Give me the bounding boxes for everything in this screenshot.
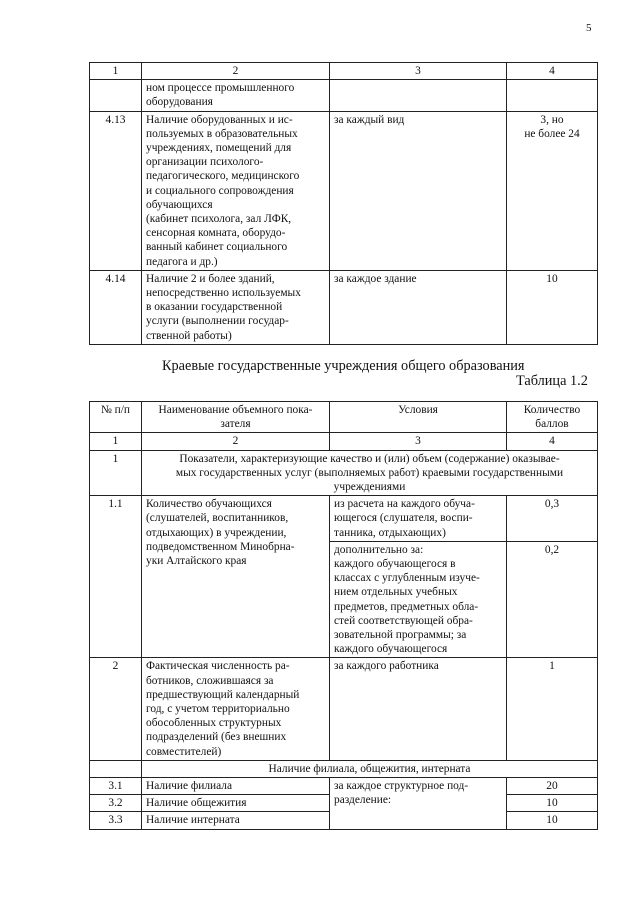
group-row <box>90 450 598 496</box>
group-heading: Наличие филиала, общежития, интерната <box>142 760 598 777</box>
table-row <box>90 111 598 270</box>
condition-cell: за каждое структурное под- разделение: <box>330 778 507 830</box>
indicator-cell: Наличие интерната <box>142 812 330 829</box>
table-label: Таблица 1.2 <box>516 373 588 389</box>
points-cell: 10 <box>507 812 598 829</box>
points-cell: 10 <box>507 795 598 812</box>
table-row <box>90 658 598 760</box>
group-heading: Показатели, характеризующие качество и (или) объем (содержание) оказывае- мых государственных услуг (выполняемых работ) краевыми государственными учреждениями <box>142 450 598 496</box>
indicator-cell: Наличие общежития <box>142 795 330 812</box>
row-number: 1.1 <box>90 496 142 658</box>
header-cell: Наименование объемного пока- зателя <box>142 402 330 433</box>
column-number: 1 <box>90 433 142 450</box>
condition-cell: из расчета на каждого обуча- ющегося (слушателя, воспи- танника, отдыхающих) <box>330 496 507 542</box>
indicator-cell: Фактическая численность ра- ботников, сложившаяся за предшествующий календарный год, с учетом территориально обособленных структурных подразделений (без внешних совместителей) <box>142 658 330 760</box>
header-cell: Количество баллов <box>507 402 598 433</box>
points-cell: 0,2 <box>507 541 598 658</box>
indicator-cell: Наличие филиала <box>142 778 330 795</box>
condition-cell: за каждое здание <box>330 270 507 344</box>
points-cell: 20 <box>507 778 598 795</box>
column-number: 4 <box>507 433 598 450</box>
indicator-cell: Наличие 2 и более зданий, непосредственно используемых в оказании государственной услуги (выполнении государ- ственной работы) <box>142 270 330 344</box>
condition-cell: за каждого работника <box>330 658 507 760</box>
points-cell: 0,3 <box>507 496 598 542</box>
indicator-cell: Количество обучающихся (слушателей, воспитанников, отдыхающих) в учреждении, подведомственном Минобрна- уки Алтайского края <box>142 496 330 658</box>
points-cell <box>507 80 598 111</box>
table-row <box>90 778 598 795</box>
points-cell: 3, но не более 24 <box>507 111 598 270</box>
table-continued <box>89 62 598 345</box>
row-number: 4.14 <box>90 270 142 344</box>
row-number: 4.13 <box>90 111 142 270</box>
table-header-row <box>90 402 598 433</box>
column-number: 2 <box>142 433 330 450</box>
table-1-2 <box>89 401 598 830</box>
row-number: 3.3 <box>90 812 142 829</box>
table-header-row <box>90 63 598 80</box>
row-number: 3.2 <box>90 795 142 812</box>
column-number: 1 <box>90 63 142 80</box>
section-title: Краевые государственные учреждения общего образования <box>162 358 525 374</box>
table-row <box>90 270 598 344</box>
points-cell: 1 <box>507 658 598 760</box>
header-cell: № п/п <box>90 402 142 433</box>
column-number: 3 <box>330 433 507 450</box>
table-row <box>90 496 598 542</box>
empty-cell <box>90 760 142 777</box>
column-number: 2 <box>142 63 330 80</box>
header-cell: Условия <box>330 402 507 433</box>
indicator-cell: Наличие оборудованных и ис- пользуемых в образовательных учреждениях, помещений для организации психолого- педагогического, медицинского и социального сопровождения обучающихся (кабинет психолога, зал ЛФК, сенсорная комната, оборудо- ванный кабинет социального педагога и др.) <box>142 111 330 270</box>
row-number <box>90 80 142 111</box>
indicator-cell: ном процессе промышленного оборудования <box>142 80 330 111</box>
condition-cell: за каждый вид <box>330 111 507 270</box>
page-number: 5 <box>586 22 592 34</box>
column-number: 3 <box>330 63 507 80</box>
row-number: 1 <box>90 450 142 496</box>
condition-cell <box>330 80 507 111</box>
table-row <box>90 80 598 111</box>
points-cell: 10 <box>507 270 598 344</box>
row-number: 2 <box>90 658 142 760</box>
column-number: 4 <box>507 63 598 80</box>
group-row <box>90 760 598 777</box>
row-number: 3.1 <box>90 778 142 795</box>
column-numbers-row <box>90 433 598 450</box>
condition-cell: дополнительно за: каждого обучающегося в классах с углубленным изуче- нием отдельных учебных предметов, предметных обла- стей соответствующей обра- зовательной программы; за каждого обучающегося <box>330 541 507 658</box>
